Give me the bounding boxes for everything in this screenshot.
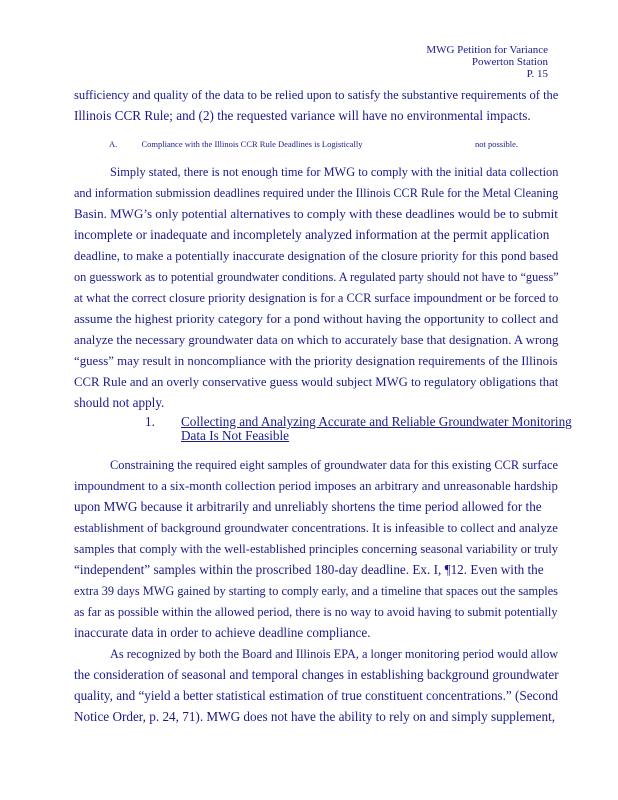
text-line: and information submission deadlines required under the Illinois CCR Rule for the Metal Cleaning xyxy=(74,186,559,200)
text-line: extra 39 days MWG gained by starting to comply early, and a timeline that spaces out the samples xyxy=(74,584,558,598)
text-line: establishment of background groundwater concentrations. It is infeasible to collect and analyze xyxy=(74,521,558,535)
text-line: at what the correct closure priority designation is for a CCR surface impoundment or be forced to xyxy=(74,291,559,305)
text-line: the consideration of seasonal and temporal changes in establishing background groundwater xyxy=(74,667,559,682)
section-1-number: 1. xyxy=(145,414,155,429)
text-line: on guesswork as to potential groundwater conditions. A regulated party should not have to “guess” xyxy=(74,270,559,284)
text-line: “guess” may result in noncompliance with the priority designation requirements of the Illinois xyxy=(74,354,558,368)
text-line: Basin. MWG’s only potential alternatives to comply with these deadlines would be to submit xyxy=(74,206,558,221)
text-line: CCR Rule and an overly conservative guess would subject MWG to regulatory obligations that xyxy=(74,375,559,389)
section-a-label: A. xyxy=(109,139,118,149)
text-line: Illinois CCR Rule; and (2) the requested variance will have no environmental impacts. xyxy=(74,108,531,123)
section-a-text: Compliance with the Illinois CCR Rule Deadlines is Logistically xyxy=(141,139,363,149)
text-line: upon MWG because it arbitrarily and unreliably shortens the time period allowed for the xyxy=(74,499,542,514)
text-line: “independent” samples within the proscribed 180-day deadline. Ex. I, ¶12. Even with the xyxy=(74,562,544,577)
section-a-tail: not possible. xyxy=(475,139,518,149)
section-1-heading xyxy=(145,415,572,443)
section-1-title-line1: Collecting and Analyzing Accurate and Reliable Groundwater Monitoring xyxy=(181,414,572,429)
text-line: assume the highest priority category for a pond without having the opportunity to collect and xyxy=(74,311,559,326)
section-a-heading xyxy=(109,139,518,149)
page-header xyxy=(426,44,548,80)
text-line: samples that comply with the well-established principles concerning seasonal variability or truly xyxy=(74,542,558,556)
text-line: Simply stated, there is not enough time for MWG to comply with the initial data collection xyxy=(110,165,559,179)
text-line: as far as possible within the allowed period, there is no way to avoid having to submit potentially xyxy=(74,605,558,619)
header-page-number: P. 15 xyxy=(526,68,548,80)
text-line: quality, and “yield a better statistical estimation of true constituent concentrations.” (Second xyxy=(74,688,559,703)
section-1-title-line2: Data Is Not Feasible xyxy=(181,428,290,443)
text-line: As recognized by both the Board and Illinois EPA, a longer monitoring period would allow xyxy=(110,647,559,661)
text-line: impoundment to a six-month collection period imposes an arbitrary and unreasonable hardship xyxy=(74,479,558,493)
text-line: sufficiency and quality of the data to be relied upon to satisfy the substantive requirements of the xyxy=(74,88,559,102)
text-line: should not apply. xyxy=(74,395,165,410)
header-station: Powerton Station xyxy=(471,56,548,68)
text-line: Notice Order, p. 24, 71). MWG does not have the ability to rely on and simply supplement, xyxy=(74,709,556,724)
text-line: incomplete or inadequate and incompletely analyzed information at the permit application xyxy=(74,227,550,242)
header-petition-title: MWG Petition for Variance xyxy=(426,44,548,56)
text-line: analyze the necessary groundwater data on which to accurately base that designation. A wrong xyxy=(74,333,559,347)
text-line: inaccurate data in order to achieve deadline compliance. xyxy=(74,625,371,640)
text-line: Constraining the required eight samples of groundwater data for this existing CCR surface xyxy=(110,458,559,472)
text-line: deadline, to make a potentially inaccurate designation of the closure priority for this pond based xyxy=(74,249,559,263)
